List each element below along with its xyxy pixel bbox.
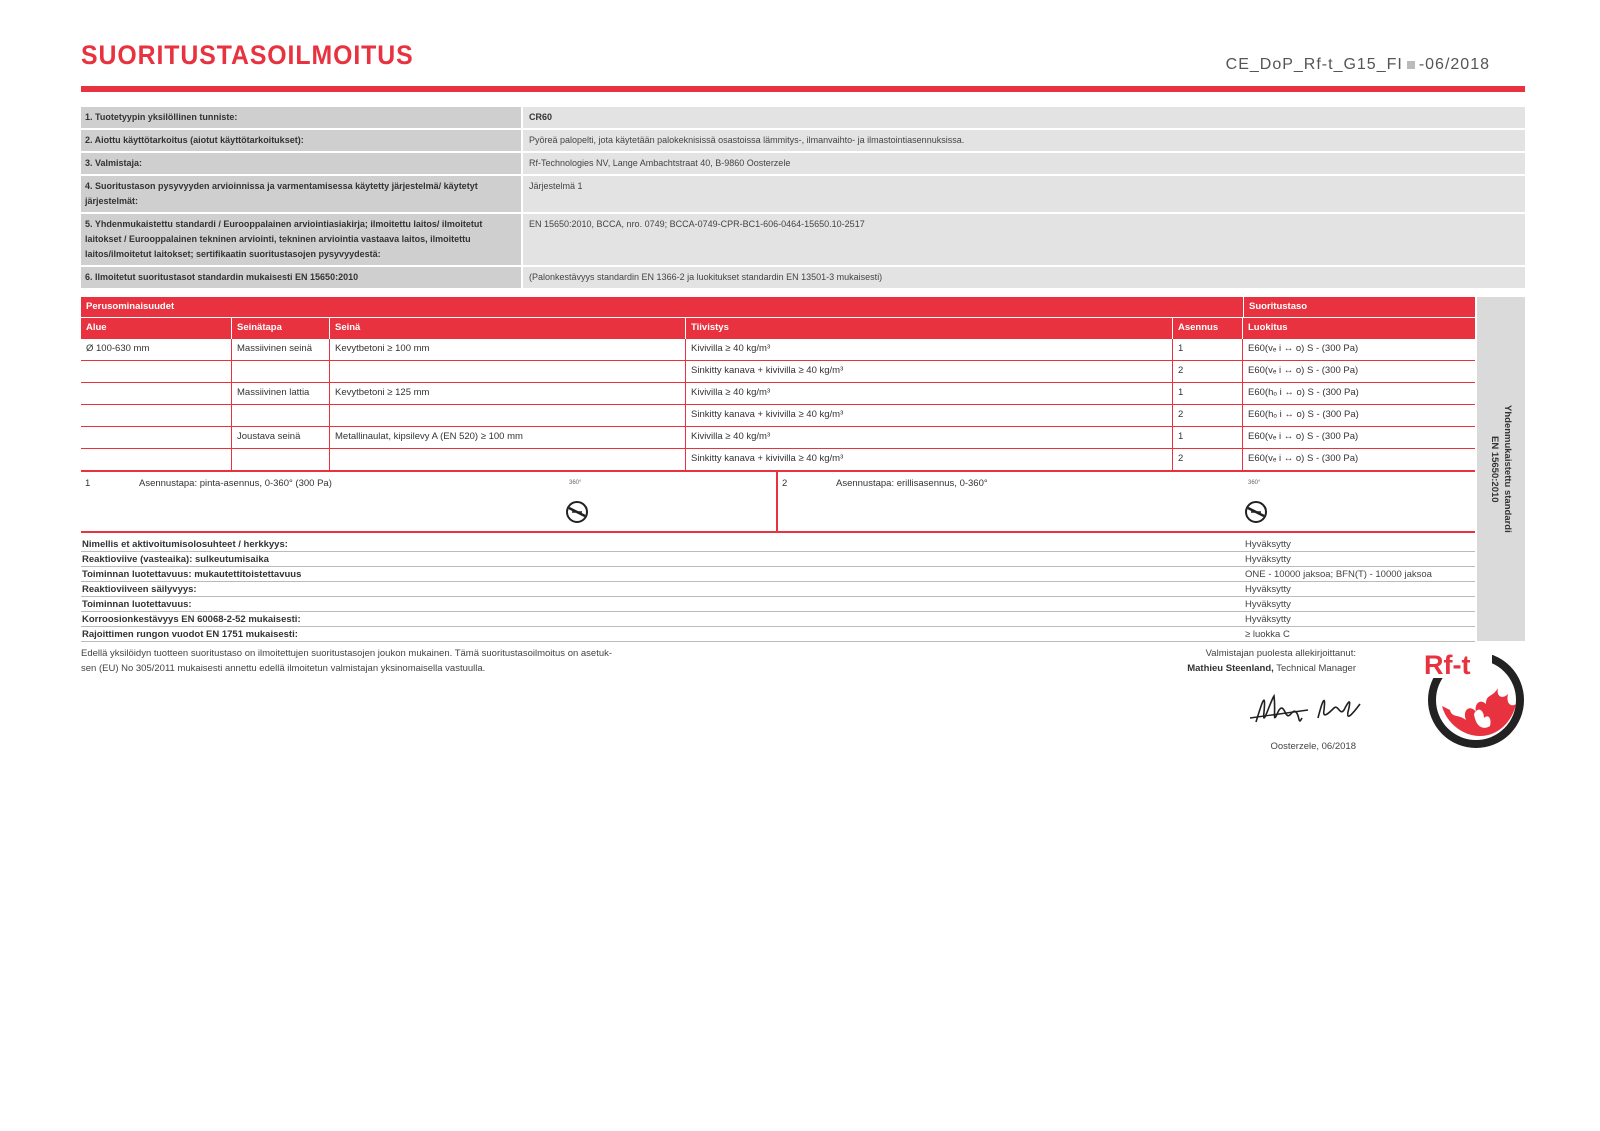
info-row (81, 107, 1525, 128)
table-row (81, 449, 1475, 471)
info-row (81, 130, 1525, 151)
mounting-text: Asennustapa: pinta-asennus, 0-360° (300 Pa) (139, 478, 332, 489)
rft-logo (1422, 644, 1526, 748)
info-label: 2. Aiottu käyttötarkoitus (aiotut käyttötarkoitukset): (81, 130, 521, 151)
info-label: 6. Ilmoitetut suoritustasot standardin mukaisesti EN 15650:2010 (81, 267, 521, 288)
col-header-wall: Seinä (330, 318, 686, 339)
performance-table (81, 297, 1475, 642)
mount-cell: 1 (1173, 383, 1243, 404)
header-rule (81, 86, 1525, 92)
seal-cell: Sinkitty kanava + kivivilla ≥ 40 kg/m³ (686, 361, 1173, 382)
property-value: Hyväksytty (1245, 539, 1291, 550)
damper-rotation-icon (565, 500, 589, 524)
seal-cell: Kivivilla ≥ 40 kg/m³ (686, 383, 1173, 404)
group-header-basic: Perusominaisuudet (81, 297, 1243, 317)
info-value: (Palonkestävyys standardin EN 1366-2 ja luokitukset standardin EN 13501-3 mukaisesti) (523, 267, 1525, 288)
property-value: Hyväksytty (1245, 599, 1291, 610)
wall-cell-empty (330, 361, 686, 382)
place-and-date: Oosterzele, 06/2018 (1270, 741, 1356, 752)
wall-cell: Kevytbetoni ≥ 100 mm (330, 339, 686, 360)
wall-cell: Kevytbetoni ≥ 125 mm (330, 383, 686, 404)
info-row (81, 176, 1525, 212)
separator-square-icon (1407, 61, 1415, 69)
info-row (81, 153, 1525, 174)
wall-type-cell: Massiivinen lattia (232, 383, 330, 404)
col-header-wall-type: Seinätapa (232, 318, 330, 339)
wall-type-cell-empty (232, 449, 330, 470)
info-label: 3. Valmistaja: (81, 153, 521, 174)
size-cell-empty (81, 405, 232, 426)
wall-cell-empty (330, 449, 686, 470)
side-label-standard: Yhdenmukaistettu standardi (1502, 405, 1513, 533)
col-header-size: Aluе (81, 318, 232, 339)
property-label: Korroosionkestävyys EN 60068-2-52 mukaisesti: (82, 614, 301, 625)
properties-list (81, 537, 1475, 642)
property-value: ONE - 10000 jaksoa; BFN(T) - 10000 jaksoa (1245, 569, 1432, 580)
property-row (81, 552, 1475, 567)
property-label: Toiminnan luotettavuus: mukautettitoistettavuus (82, 569, 302, 580)
info-value: CR60 (523, 107, 1525, 128)
size-cell-empty (81, 427, 232, 448)
class-cell: E60(vₑ i ↔ o) S - (300 Pa) (1248, 343, 1359, 354)
group-header-performance: Suoritustaso (1243, 297, 1475, 317)
col-header-mount: Asennus (1173, 318, 1243, 339)
document-reference (1226, 56, 1490, 74)
class-cell: E60(vₑ i ↔ o) S - (300 Pa) (1248, 453, 1359, 464)
logo-text: Rf-t (1424, 650, 1471, 680)
declaration-footer (81, 646, 721, 676)
table-group-header (81, 297, 1475, 317)
info-row (81, 214, 1525, 265)
wall-cell: Metallinaulat, kipsilevy A (EN 520) ≥ 100 mm (330, 427, 686, 448)
standard-side-label (1477, 297, 1525, 641)
signer-role: Technical Manager (1273, 663, 1356, 674)
table-body (81, 339, 1475, 471)
table-row (81, 405, 1475, 427)
size-cell-empty (81, 383, 232, 404)
property-row (81, 627, 1475, 642)
mount-cell: 2 (1173, 449, 1243, 470)
size-cell-empty (81, 449, 232, 470)
signer-name: Mathieu Steenland, (1187, 663, 1274, 674)
handwritten-signature (1248, 682, 1368, 738)
info-label: 5. Yhdenmukaistettu standardi / Eurooppalainen arviointiasiakirja; ilmoitettu laitos/ ilmoitetut laitokset / Eurooppalainen tekninen arviointi, tekninen arviointia vastaava laitos, ilmoitettu laitos/ilmoitetut laitokset; sertifikaatin suoritustasojen pysyvyydestä: (81, 214, 521, 265)
info-value: EN 15650:2010, BCCA, nro. 0749; BCCA-0749-CPR-BC1-606-0464-15650.10-2517 (523, 214, 1525, 265)
signer (1187, 661, 1356, 676)
info-label: 4. Suoritustason pysyvyyden arvioinnissa ja varmentamisessa käytetty järjestelmä/ käytetyt järjestelmät: (81, 176, 521, 212)
mount-cell: 2 (1173, 405, 1243, 426)
mounting-number: 2 (782, 478, 788, 489)
property-row (81, 567, 1475, 582)
table-row (81, 339, 1475, 361)
info-value: Rf-Technologies NV, Lange Ambachtstraat 40, B-9860 Oosterzele (523, 153, 1525, 174)
seal-cell: Kivivilla ≥ 40 kg/m³ (686, 339, 1173, 360)
property-row (81, 582, 1475, 597)
wall-type-cell-empty (232, 361, 330, 382)
property-label: Nimellis et aktivoitumisolosuhteet / herkkyys: (82, 539, 288, 550)
col-header-class: Luokitus (1243, 318, 1475, 339)
table-row (81, 383, 1475, 405)
mount-cell: 1 (1173, 427, 1243, 448)
doc-code: CE_DoP_Rf-t_G15_FI (1225, 56, 1403, 73)
mounting-option-1 (81, 472, 778, 531)
mount-cell: 2 (1173, 361, 1243, 382)
property-value: Hyväksytty (1245, 554, 1291, 565)
property-value: Hyväksytty (1245, 614, 1291, 625)
info-section (81, 107, 1525, 290)
mounting-angle: 360° (1248, 480, 1261, 486)
table-row (81, 361, 1475, 383)
mounting-text: Asennustapa: erillisasennus, 0-360° (836, 478, 988, 489)
mounting-option-2 (778, 472, 1475, 531)
table-column-header (81, 318, 1475, 339)
property-label: Rajoittimen rungon vuodot EN 1751 mukaisesti: (82, 629, 298, 640)
size-cell-empty (81, 361, 232, 382)
mounting-section (81, 471, 1475, 533)
doc-date: -06/2018 (1418, 56, 1490, 73)
property-row (81, 597, 1475, 612)
info-value: Järjestelmä 1 (523, 176, 1525, 212)
class-cell: E60(hₒ i ↔ o) S - (300 Pa) (1248, 387, 1359, 398)
side-label-code: EN 15650:2010 (1489, 435, 1500, 503)
signature-block (1187, 646, 1356, 676)
wall-type-cell: Massiivinen seinä (232, 339, 330, 360)
class-cell: E60(vₑ i ↔ o) S - (300 Pa) (1248, 431, 1359, 442)
seal-cell: Sinkitty kanava + kivivilla ≥ 40 kg/m³ (686, 405, 1173, 426)
class-cell: E60(hₒ i ↔ o) S - (300 Pa) (1248, 409, 1359, 420)
seal-cell: Kivivilla ≥ 40 kg/m³ (686, 427, 1173, 448)
seal-cell: Sinkitty kanava + kivivilla ≥ 40 kg/m³ (686, 449, 1173, 470)
property-row (81, 612, 1475, 627)
damper-rotation-icon (1244, 500, 1268, 524)
property-label: Toiminnan luotettavuus: (82, 599, 192, 610)
wall-type-cell: Joustava seinä (232, 427, 330, 448)
wall-type-cell-empty (232, 405, 330, 426)
property-value: Hyväksytty (1245, 584, 1291, 595)
mounting-number: 1 (85, 478, 91, 489)
size-cell: Ø 100-630 mm (81, 339, 232, 360)
info-row (81, 267, 1525, 288)
wall-cell-empty (330, 405, 686, 426)
signed-for-label: Valmistajan puolesta allekirjoittanut: (1205, 648, 1356, 659)
footer-line-2: sen (EU) No 305/2011 mukaisesti annettu edellä ilmoitetun valmistajan yksinomaisella vastuulla. (81, 663, 486, 674)
table-row (81, 427, 1475, 449)
info-value: Pyöreä palopelti, jota käytetään palokeknisissä osastoissa lämmitys-, ilmanvaihto- ja ilmastointiasennuksissa. (523, 130, 1525, 151)
property-label: Reaktioviive (vasteaika): sulkeutumisaika (82, 554, 269, 565)
mounting-angle: 360° (569, 480, 582, 486)
document-title: SUORITUSTASOILMOITUS (81, 40, 414, 70)
col-header-seal: Tiivistys (686, 318, 1173, 339)
property-value: ≥ luokka C (1245, 629, 1290, 640)
mount-cell: 1 (1173, 339, 1243, 360)
property-row (81, 537, 1475, 552)
footer-line-1: Edellä yksilöidyn tuotteen suoritustaso on ilmoitettujen suoritustasojen joukon mukainen. Tämä suoritustasoilmoitus on asetuk- (81, 648, 613, 659)
class-cell: E60(vₑ i ↔ o) S - (300 Pa) (1248, 365, 1359, 376)
info-label: 1. Tuotetyypin yksilöllinen tunniste: (81, 107, 521, 128)
property-label: Reaktioviiveen säilyvyys: (82, 584, 197, 595)
